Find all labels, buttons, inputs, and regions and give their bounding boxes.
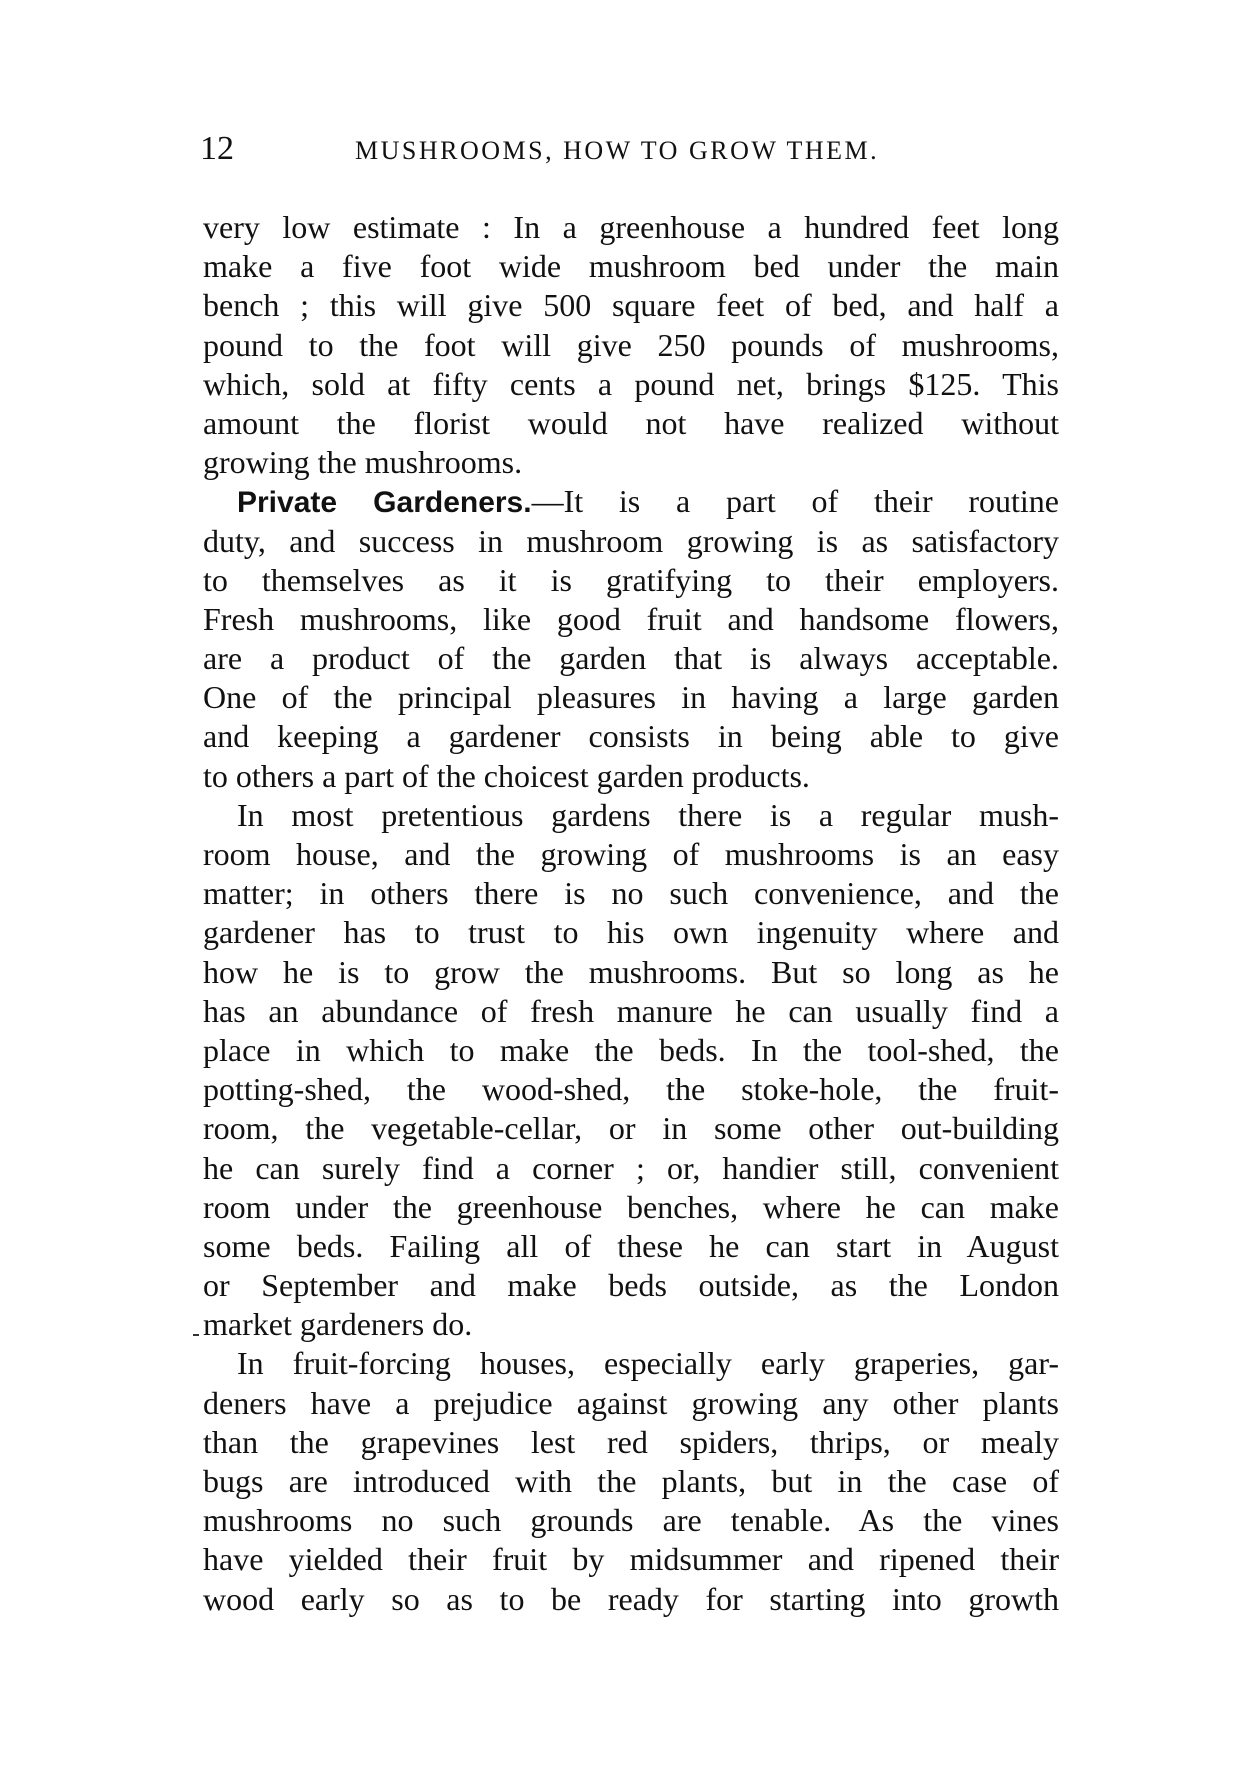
page-number: 12 (200, 130, 234, 167)
text-line: One of the principal pleasures in having a large garden (203, 679, 1059, 716)
text-line: market gardeners do. (203, 1306, 473, 1343)
body-text (203, 208, 1059, 1619)
text-run: —It is a part of their routine (531, 483, 1060, 520)
text-line: amount the florist would not have realized without (203, 404, 1059, 441)
text-line: matter; in others there is no such convenience, and the (203, 875, 1059, 912)
text-line: some beds. Failing all of these he can start in August (203, 1227, 1059, 1264)
text-line: or September and make beds outside, as the London (203, 1267, 1059, 1304)
text-line: which, sold at fifty cents a pound net, brings $125. This (203, 365, 1059, 402)
text-line: pound to the foot will give 250 pounds of mushrooms, (203, 326, 1059, 363)
text-line: wood early so as to be ready for starting into growth (203, 1580, 1059, 1617)
text-line: room house, and the growing of mushrooms is an easy (203, 836, 1059, 872)
text-line: make a five foot wide mushroom bed under the main (203, 248, 1059, 285)
text-line: growing the mushrooms. (203, 444, 523, 481)
text-line: Fresh mushrooms, like good fruit and handsome flowers, (203, 600, 1059, 637)
text-line: has an abundance of fresh manure he can usually find a (203, 992, 1059, 1029)
text-line: deners have a prejudice against growing any other plants (203, 1384, 1059, 1421)
text-line: and keeping a gardener consists in being able to give (203, 718, 1059, 755)
text-line: are a product of the garden that is always acceptable. (203, 640, 1059, 677)
text-line: bugs are introduced with the plants, but in the case of (203, 1463, 1059, 1499)
text-line: he can surely find a corner ; or, handier still, convenient (203, 1149, 1059, 1186)
text-line: bench ; this will give 500 square feet of bed, and half a (203, 287, 1059, 324)
text-line: room under the greenhouse benches, where he can make (203, 1188, 1059, 1225)
text-line: In fruit-forcing houses, especially early graperies, gar- (237, 1345, 1059, 1382)
stray-print-mark (193, 1334, 199, 1336)
text-line: In most pretentious gardens there is a regular mush- (237, 796, 1059, 833)
text-line: mushrooms no such grounds are tenable. As the vines (203, 1502, 1059, 1539)
text-line: place in which to make the beds. In the tool-shed, the (203, 1031, 1059, 1068)
paragraph-first-line (203, 482, 1059, 521)
text-line: room, the vegetable-cellar, or in some other out-building (203, 1110, 1059, 1147)
text-line: have yielded their fruit by midsummer and ripened their (203, 1541, 1059, 1578)
run-in-heading: Private Gardeners. (237, 486, 532, 520)
running-head (200, 125, 1060, 173)
text-line: to others a part of the choicest garden products. (203, 757, 810, 794)
text-line: gardener has to trust to his own ingenuity where and (203, 914, 1059, 951)
text-line: to themselves as it is gratifying to their employers. (203, 561, 1059, 598)
text-line: how he is to grow the mushrooms. But so long as he (203, 953, 1059, 990)
text-line: very low estimate : In a greenhouse a hundred feet long (203, 209, 1059, 245)
text-line: potting-shed, the wood-shed, the stoke-hole, the fruit- (203, 1071, 1059, 1108)
text-line: than the grapevines lest red spiders, thrips, or mealy (203, 1423, 1059, 1460)
text-line: duty, and success in mushroom growing is as satisfactory (203, 522, 1059, 559)
running-title: MUSHROOMS, HOW TO GROW THEM. (355, 136, 880, 165)
